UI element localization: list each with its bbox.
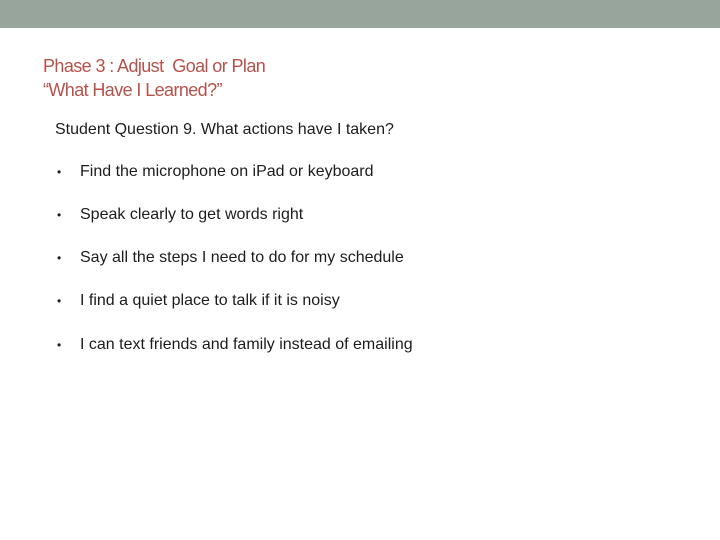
bullet-icon: •	[57, 338, 62, 352]
bullet-icon: •	[57, 294, 62, 308]
bullet-text: Speak clearly to get words right	[80, 206, 304, 223]
bullet-item	[55, 162, 374, 182]
slide-title-line-2: “What Have I Learned?”	[43, 80, 222, 100]
bullet-icon: •	[57, 165, 62, 179]
bullet-item	[55, 205, 303, 225]
bullet-text: Say all the steps I need to do for my schedule	[80, 249, 404, 266]
bullet-icon: •	[57, 251, 62, 265]
bullet-text: I can text friends and family instead of emailing	[80, 336, 413, 353]
student-question: Student Question 9. What actions have I taken?	[55, 121, 394, 138]
bullet-text: Find the microphone on iPad or keyboard	[80, 163, 374, 180]
top-decorative-band	[0, 0, 720, 28]
bullet-text: I find a quiet place to talk if it is noisy	[80, 292, 340, 309]
bullet-icon: •	[57, 208, 62, 222]
bullet-item	[55, 291, 340, 311]
slide-title-line-1: Phase 3 : Adjust Goal or Plan	[43, 56, 266, 76]
slide-title	[43, 54, 265, 102]
slide-body	[55, 120, 695, 353]
bullet-item	[55, 335, 413, 355]
bullet-item	[55, 248, 404, 268]
